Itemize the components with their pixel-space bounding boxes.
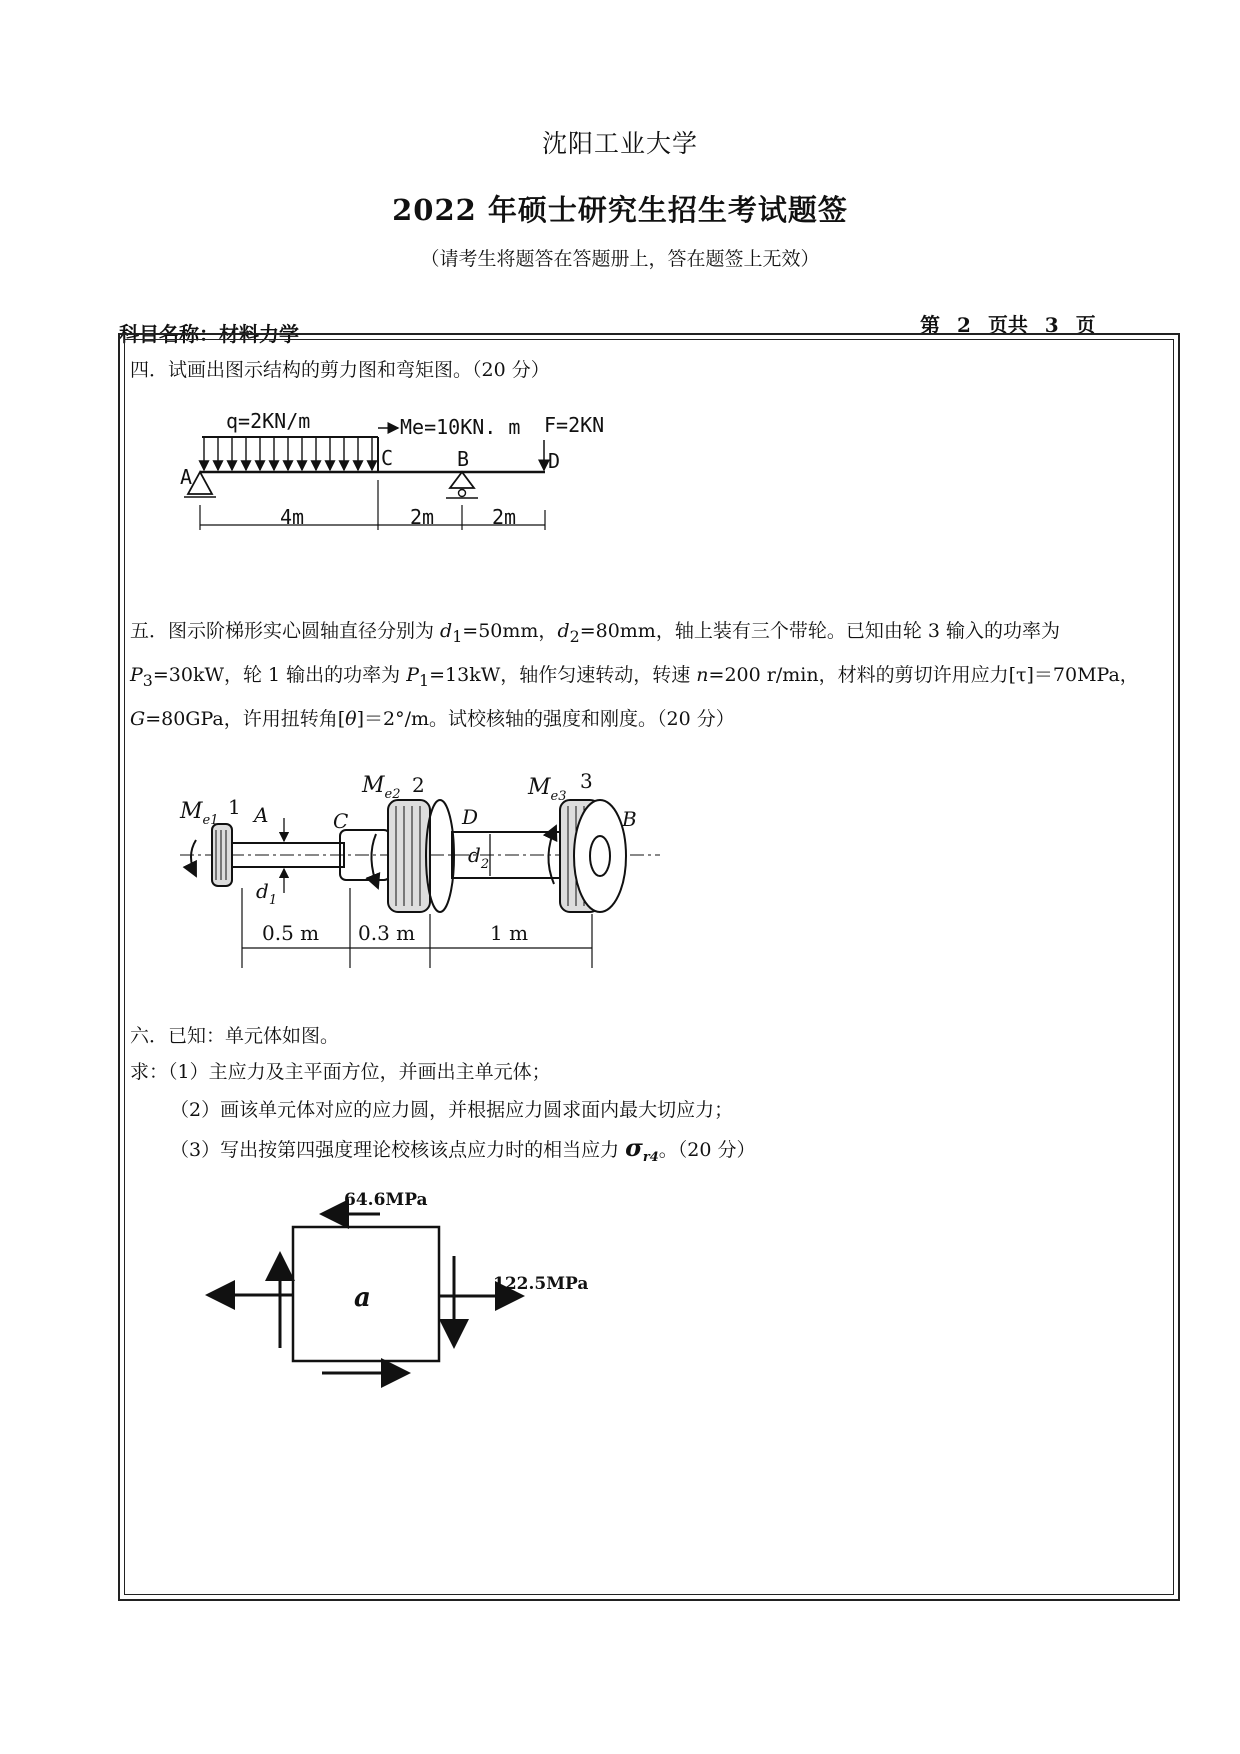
- question-4-text: 四．试画出图示结构的剪力图和弯矩图。（20 分）: [130, 359, 550, 381]
- element-label: a: [354, 1283, 371, 1313]
- shaft-figure: [180, 800, 660, 968]
- distributed-load-arrows: [204, 437, 372, 470]
- pulley-2: [388, 800, 430, 912]
- question-5-text: 五．图示阶梯形实心圆轴直径分别为 $d_1=50mm$，$d_2=80mm$，轴上装有三个带轮。已知由轮 3 输入的功率为$P_3=30kW$，轮 1 输出的功率为 $P_1=13kW$，轴作匀速转动，转速 n=200 r/min，材料的剪切许用应力[τ]＝70MPa，G=80GPa，许用扭转角[θ]＝2°/m。试校核轴的强度和刚度。（20 分）: [130, 620, 1139, 730]
- school-name: 沈阳工业大学: [541, 129, 698, 158]
- label-c: C: [381, 446, 394, 470]
- d1-label: $d_1$: [256, 879, 278, 908]
- question-6-part-1: 求：（1）主应力及主平面方位，并画出主单元体；: [130, 1061, 551, 1083]
- length-4m: 4m: [280, 505, 305, 529]
- label-b-shaft: B: [622, 807, 637, 831]
- pulley-2-number: 2: [412, 773, 425, 797]
- label-d: D: [548, 449, 561, 473]
- label-d-shaft: D: [462, 805, 479, 829]
- me3-label: $M_{e3}$: [528, 775, 567, 804]
- length-1m: 1 m: [490, 921, 529, 945]
- length-0-5m: 0.5 m: [262, 921, 320, 945]
- roller-support-b: [450, 472, 474, 488]
- length-2m-a: 2m: [410, 505, 435, 529]
- question-6-part-2: （2）画该单元体对应的应力圆，并根据应力圆求面内最大切应力；: [170, 1099, 734, 1121]
- shear-stress-value: 64.6MPa: [344, 1190, 428, 1210]
- torque-arrow-1: [191, 840, 196, 876]
- q-label: q=2KN/m: [226, 409, 311, 433]
- subject-name: 科目名称：材料力学: [119, 322, 299, 346]
- length-0-3m: 0.3 m: [358, 921, 416, 945]
- normal-stress-value: 122.5MPa: [493, 1274, 589, 1294]
- me-label: Me=10KN. m: [400, 415, 521, 439]
- label-a-shaft: A: [254, 803, 269, 827]
- question-6-part-3: （3）写出按第四强度理论校核该点应力时的相当应力 $\sigma_{r4}$。（20 分）: [170, 1133, 756, 1165]
- sigma-symbol: σ: [625, 1133, 643, 1162]
- exam-notice: （请考生将题答在答题册上，答在题签上无效）: [420, 248, 820, 270]
- page-info: 第 2 页共 3 页: [920, 313, 1096, 337]
- pulley-3-number: 3: [580, 769, 593, 793]
- me1-label: $M_{e1}$: [180, 799, 219, 828]
- pulley-3-face: [574, 800, 626, 912]
- label-a: A: [180, 465, 193, 489]
- exam-title: 2022 年硕士研究生招生考试题签: [392, 193, 848, 227]
- me2-label: $M_{e2}$: [362, 773, 401, 802]
- pulley-1: [212, 824, 232, 886]
- beam-figure: [184, 428, 545, 530]
- question-6-title: 六．已知：单元体如图。: [130, 1025, 340, 1047]
- label-b: B: [457, 447, 470, 471]
- label-c-shaft: C: [333, 809, 349, 833]
- pulley-1-number: 1: [228, 795, 241, 819]
- length-2m-b: 2m: [492, 505, 517, 529]
- f-label: F=2KN: [544, 413, 605, 437]
- beam-labels: [180, 409, 604, 529]
- d2-label: $d_2$: [468, 843, 490, 872]
